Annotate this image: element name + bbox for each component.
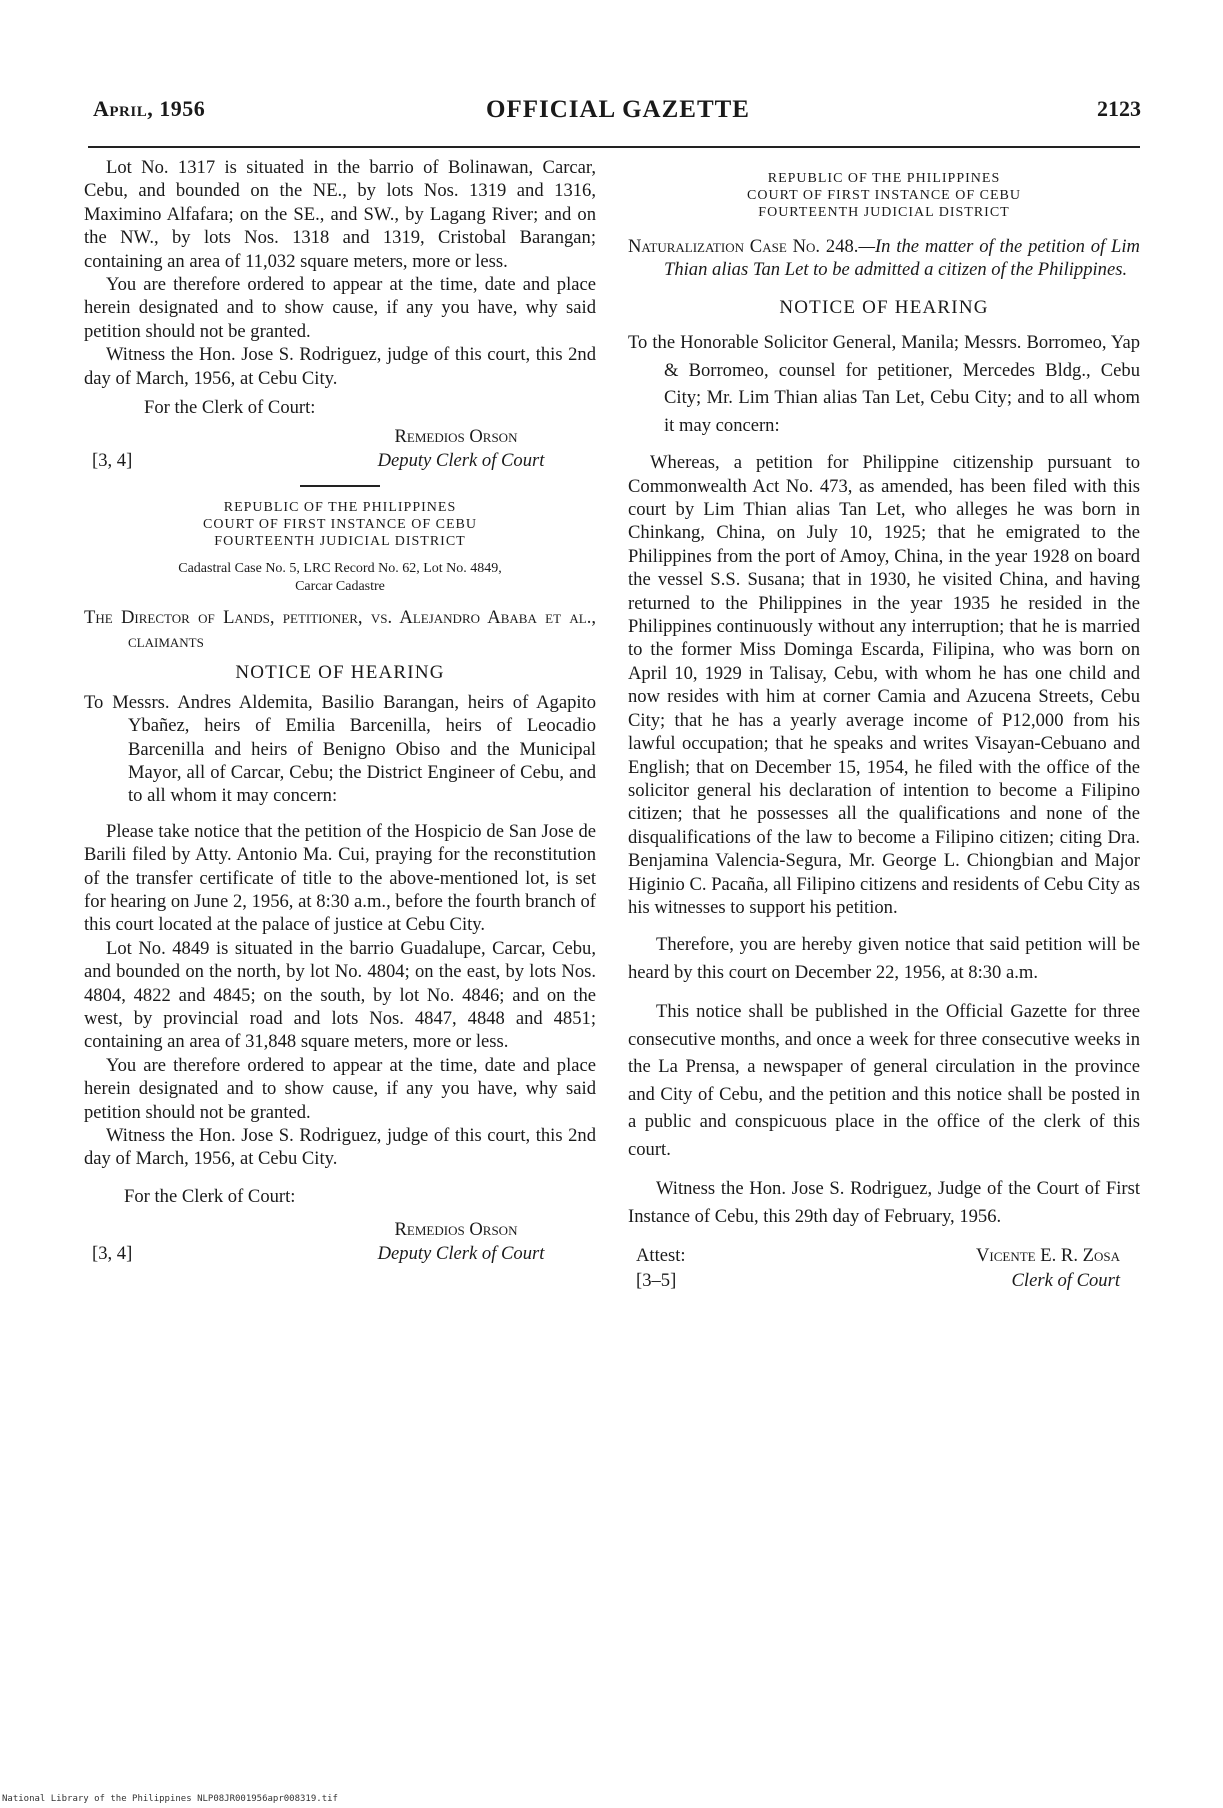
- sig2-role: Deputy Clerk of Court: [377, 1243, 545, 1265]
- right-case-label: Naturalization Case No. 248.: [628, 236, 859, 257]
- left-parties: The Director of Lands, petitioner, vs. Alejandro Ababa et al., claimants: [84, 607, 596, 652]
- left-court-3: FOURTEENTH JUDICIAL DISTRICT: [214, 534, 466, 550]
- right-notice-title: NOTICE OF HEARING: [779, 296, 989, 318]
- right-p3: This notice shall be published in the Official Gazette for three consecutive months, and once a week for three consecutive weeks in the La Prensa, a newspaper of general circulation in the province and City of Cebu, and the petition and this notice shall be posted in a public and conspicuous place in the office of the clerk of this court.: [628, 1001, 1140, 1160]
- right-attest-label: Attest:: [636, 1245, 686, 1267]
- right-court-3: FOURTEENTH JUDICIAL DISTRICT: [758, 205, 1010, 220]
- scan-footer: National Library of the Philippines NLP08JR001956apr008319.tif: [2, 1794, 338, 1804]
- left-p5: Lot No. 4849 is situated in the barrio Guadalupe, Carcar, Cebu, and bounded on the north, by lot No. 4804; on the east, by lots Nos. 4804, 4822 and 4845; on the south, by lot No. 4846; and on the west, by provincial road and lots Nos. 4847, 4848 and 4851; containing an area of 31,848 square meters, more or less.: [84, 937, 596, 1053]
- right-case-heading: [628, 235, 1140, 282]
- right-addressees: To the Honorable Solicitor General, Manila; Messrs. Borromeo, Yap & Borromeo, counsel for petitioner, Mercedes Bldg., Cebu City; Mr. Lim Thian alias Tan Let, Cebu City; and to all whom it may concern:: [628, 332, 1140, 436]
- left-signature-1: [84, 425, 596, 473]
- sig1-role: Deputy Clerk of Court: [377, 450, 545, 472]
- right-p1: Whereas, a petition for Philippine citizenship pursuant to Commonwealth Act No. 473, as amended, has been filed with this court by Lim Thian alias Tan Let, who alleges he was born in Chinkang, China, on July 10, 1925; that he emigrated to the Philippines from the port of Amoy, China, in the year 1928 on board the vessel S.S. Susana; that in 1930, he visited China, and having returned to the Philippines in the year 1935 he resided in the Philippines continuously without any interruption; that he is married to the former Miss Dominga Escarda, Filipina, who was born on April 10, 1929 in Talisay, Cebu, with whom he has one child and now resides with him at corner Camia and Azucena Streets, Cebu City; that he has a yearly average income of P12,000 from his lawful occupation; that he speaks and writes Visayan-Cebuano and English; that on December 15, 1954, he filed with the office of the solicitor general his declaration of intention to become a Filipino citizen; that he possesses all the qualifications and none of the disqualifications of the law to become a Filipino citizen; citing Dra. Benjamina Valencia-Segura, Mr. George L. Chiongbian and Major Higinio C. Pacaña, all Filipino citizens and residents of Cebu City as his witnesses to support his petition.: [628, 452, 1140, 918]
- left-column: [84, 156, 596, 1266]
- header-rule: [88, 146, 1140, 148]
- left-court-1: REPUBLIC OF THE PHILIPPINES: [223, 500, 457, 516]
- left-addressees: To Messrs. Andres Aldemita, Basilio Barangan, heirs of Agapito Ybañez, heirs of Emilia Barcenilla, heirs of Leocadio Barcenilla and heirs of Benigno Obiso and the Municipal Mayor, all of Carcar, Cebu; the District Engineer of Cebu, and to all whom it may concern:: [84, 691, 596, 807]
- left-court-2: COURT OF FIRST INSTANCE OF CEBU: [203, 517, 477, 533]
- section-separator: [300, 485, 380, 487]
- sig1-name: Remedios Orson: [394, 426, 518, 448]
- right-court-1: REPUBLIC OF THE PHILIPPINES: [767, 171, 1001, 186]
- header-date: April, 1956: [93, 96, 206, 121]
- right-attest-block: [628, 1244, 1140, 1296]
- left-case-2: Carcar Cadastre: [295, 579, 385, 595]
- sig2-ref: [3, 4]: [92, 1243, 133, 1265]
- right-p4: Witness the Hon. Jose S. Rodriguez, Judge of the Court of First Instance of Cebu, this 29th day of February, 1956.: [628, 1178, 1140, 1227]
- left-notice-title: NOTICE OF HEARING: [235, 662, 445, 684]
- left-p7: Witness the Hon. Jose S. Rodriguez, judge of this court, this 2nd day of March, 1956, at Cebu City.: [84, 1125, 596, 1170]
- right-case-text: —In the matter of the petition of Lim Thian alias Tan Let to be admitted a citizen of the Philippines.: [664, 236, 1140, 281]
- sig2-name: Remedios Orson: [394, 1219, 518, 1241]
- left-p1: Lot No. 1317 is situated in the barrio of Bolinawan, Carcar, Cebu, and bounded on the NE., by lots Nos. 1319 and 1316, Maximino Alfafara; on the SE., and SW., by Lagang River; and on the NW., by lots Nos. 1318 and 1319, Cristobal Barangan; containing an area of 11,032 square meters, more or less.: [84, 157, 596, 272]
- right-signer-name: Vicente E. R. Zosa: [975, 1245, 1120, 1267]
- right-attest-ref: [3–5]: [636, 1270, 677, 1292]
- right-signer-role: Clerk of Court: [1011, 1270, 1120, 1292]
- left-signature-2: [84, 1218, 596, 1266]
- left-for-clerk-2: For the Clerk of Court:: [124, 1185, 296, 1207]
- right-court-2: COURT OF FIRST INSTANCE OF CEBU: [747, 188, 1021, 203]
- right-p2: Therefore, you are hereby given notice that said petition will be heard by this court on December 22, 1956, at 8:30 a.m.: [628, 934, 1140, 983]
- left-p6: You are therefore ordered to appear at the time, date and place herein designated and to show cause, if any you have, why said petition should not be granted.: [84, 1054, 596, 1123]
- left-p3: Witness the Hon. Jose S. Rodriguez, judge of this court, this 2nd day of March, 1956, at Cebu City.: [84, 344, 596, 389]
- left-p2: You are therefore ordered to appear at the time, date and place herein designated and to show cause, if any you have, why said petition should not be granted.: [84, 274, 596, 342]
- header-title: OFFICIAL GAZETTE: [486, 96, 750, 123]
- left-case-1: Cadastral Case No. 5, LRC Record No. 62, Lot No. 4849,: [178, 561, 502, 577]
- right-column: [628, 156, 1140, 1296]
- sig1-ref: [3, 4]: [92, 450, 133, 472]
- header-page-number: 2123: [1097, 96, 1141, 121]
- left-p4: Please take notice that the petition of the Hospicio de San Jose de Barili filed by Atty. Antonio Ma. Cui, praying for the reconstitution of the transfer certificate of title to the above-mentioned lot, is set for hearing on June 2, 1956, at 8:30 a.m., before the fourth branch of this court located at the palace of justice at Cebu City.: [84, 820, 596, 936]
- left-for-clerk: For the Clerk of Court:: [144, 397, 316, 419]
